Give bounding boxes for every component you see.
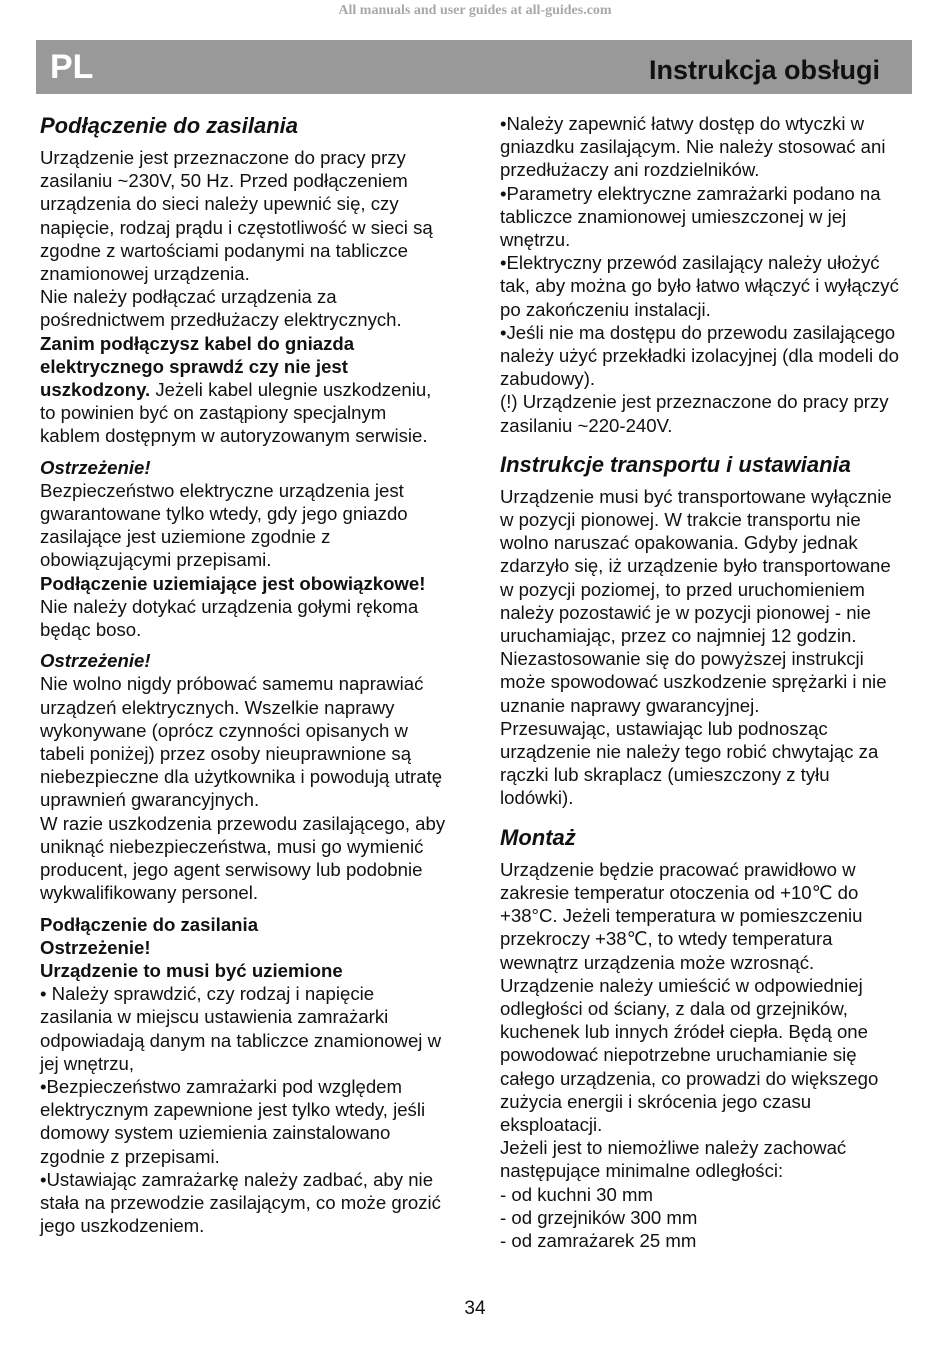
bullet-item: •Elektryczny przewód zasilający należy ułożyć tak, aby można go było łatwo włączyć i wyłączyć po zakończeniu instalacji. (500, 252, 899, 320)
voltage-note: (!) Urządzenie jest przeznaczone do pracy przy zasilaniu ~220-240V. (500, 391, 889, 436)
section-heading-installation: Montaż (500, 824, 576, 850)
paragraph: Nie należy dotykać urządzenia gołymi rękoma będąc boso. (40, 595, 419, 641)
bullet-item: •Jeśli nie ma dostępu do przewodu zasilającego należy użyć przekładki izolacyjnej (dla modeli do zabudowy). (500, 321, 899, 390)
paragraph: Urządzenie musi być transportowane wyłącznie w pozycji pionowej. W trakcie transportu nie wolno naruszać opakowania. Gdyby jednak zdarzyło się, iż urządzenie było transportowane w pozycji poziomej, to przed uruchomieniem należy pozostawić je w pozycji pionowej - nie uruchamiając, przez co najmniej 12 godzin. (500, 485, 892, 647)
bold-heading-line: Urządzenie to musi być uziemione (40, 959, 343, 981)
bullet-item: •Należy zapewnić łatwy dostęp do wtyczki w gniazdku zasilającym. Nie należy stosować ani przedłużaczy ani rozdzielników. (500, 113, 886, 181)
distance-item: - od zamrażarek 25 mm (500, 1229, 697, 1251)
paragraph: Jeżeli jest to niemożliwe należy zachować następujące minimalne odległości: (500, 1137, 847, 1182)
paragraph: Przesuwając, ustawiając lub podnosząc urządzenie nie należy tego robić chwytając za rączki lub skraplacz (umieszczony z tyłu lodówki). (500, 717, 879, 809)
section-heading-power: Podłączenie do zasilania (40, 113, 298, 138)
distance-item: - od kuchni 30 mm (500, 1183, 653, 1205)
paragraph: Bezpieczeństwo elektryczne urządzenia jest gwarantowane tylko wtedy, gdy jego gniazdo zasilające jest uziemione zgodnie z obowiązującymi przepisami. (40, 479, 408, 571)
left-column (40, 112, 450, 1237)
paragraph: Nie wolno nigdy próbować samemu naprawiać urządzeń elektrycznych. Wszelkie naprawy wykonywane (oprócz czynności opisanych w tabeli poniżej) przez osoby nieuprawnione są niebezpieczne dla użytkownika i powodują utratę uprawnień gwarancyjnych. (40, 673, 443, 811)
bold-notice: Podłączenie uziemiające jest obowiązkowe! (40, 572, 426, 594)
paragraph: W razie uszkodzenia przewodu zasilającego, aby uniknąć niebezpieczeństwa, musi go wymienić producent, jego agent serwisowy lub podobnie wykwalifikowany personel. (40, 812, 446, 904)
watermark: All manuals and user guides at all-guides.com (338, 3, 612, 18)
paragraph: Urządzenie należy umieścić w odpowiedniej odległości od ściany, z dala od grzejników, kuchenek lub innych źródeł ciepła. Będą one powodować niepotrzebne uruchamianie się całego urządzenia, co prowadzi do większego zużycia energii i skrócenia jego czasu eksploatacji. (500, 974, 879, 1135)
distance-item: - od grzejników 300 mm (500, 1206, 698, 1228)
paragraph-text: Jeżeli kabel ulegnie uszkodzeniu, to powinien być on zastąpiony specjalnym kablem dostępnym w autoryzowanym serwisie. (40, 379, 432, 447)
bullet-item: • Należy sprawdzić, czy rodzaj i napięcie zasilania w miejscu ustawienia zamrażarki odpowiadają danym na tabliczce znamionowej w jej wnętrzu, (40, 983, 442, 1074)
section-heading-transport: Instrukcje transportu i ustawiania (500, 451, 851, 477)
bold-heading-line: Podłączenie do zasilania (40, 913, 259, 935)
bullet-item: •Ustawiając zamrażarkę należy zadbać, aby nie stała na przewodzie zasilającym, co może grozić jego uszkodzeniem. (40, 1168, 441, 1237)
paragraph: Niezastosowanie się do powyższej instrukcji może spowodować uszkodzenie sprężarki i nie uznanie naprawy gwarancyjnej. (500, 648, 887, 716)
paragraph: Nie należy podłączać urządzenia za pośrednictwem przedłużaczy elektrycznych. (40, 286, 402, 331)
bold-text: Zanim podłączysz kabel do gniazda elektrycznego sprawdź czy nie jest uszkodzony. (40, 332, 355, 401)
bold-heading-line: Ostrzeżenie! (40, 936, 151, 958)
warning-label: Ostrzeżenie! (40, 456, 151, 478)
paragraph: Urządzenie jest przeznaczone do pracy przy zasilaniu ~230V, 50 Hz. Przed podłączeniem urządzenia do sieci należy upewnić się, czy napięcie, rodzaj prądu i częstotliwość w sieci są zgodne z wartościami podanymi na tabliczce znamionowej urządzenia. (40, 147, 433, 285)
page-number: 34 (464, 1298, 486, 1319)
warning-label: Ostrzeżenie! (40, 650, 151, 672)
header-bar (36, 40, 912, 94)
paragraph (40, 332, 450, 448)
document-title: Instrukcja obsługi (648, 55, 880, 85)
language-code: PL (50, 48, 94, 86)
paragraph: Urządzenie będzie pracować prawidłowo w zakresie temperatur otoczenia od +10℃ do +38°C. Jeżeli temperatura w pomieszczeniu przekroczy +38℃, to wtedy temperatura wewnątrz urządzenia może wzrosnąć. (500, 858, 863, 973)
right-column (500, 112, 908, 1252)
bullet-item: •Parametry elektryczne zamrażarki podano na tabliczce znamionowej umieszczonej w jej wnętrzu. (500, 182, 881, 251)
bullet-item: •Bezpieczeństwo zamrażarki pod względem elektrycznym zapewnione jest tylko wtedy, jeśli domowy system uziemienia zainstalowano zgodnie z przepisami. (40, 1075, 426, 1167)
